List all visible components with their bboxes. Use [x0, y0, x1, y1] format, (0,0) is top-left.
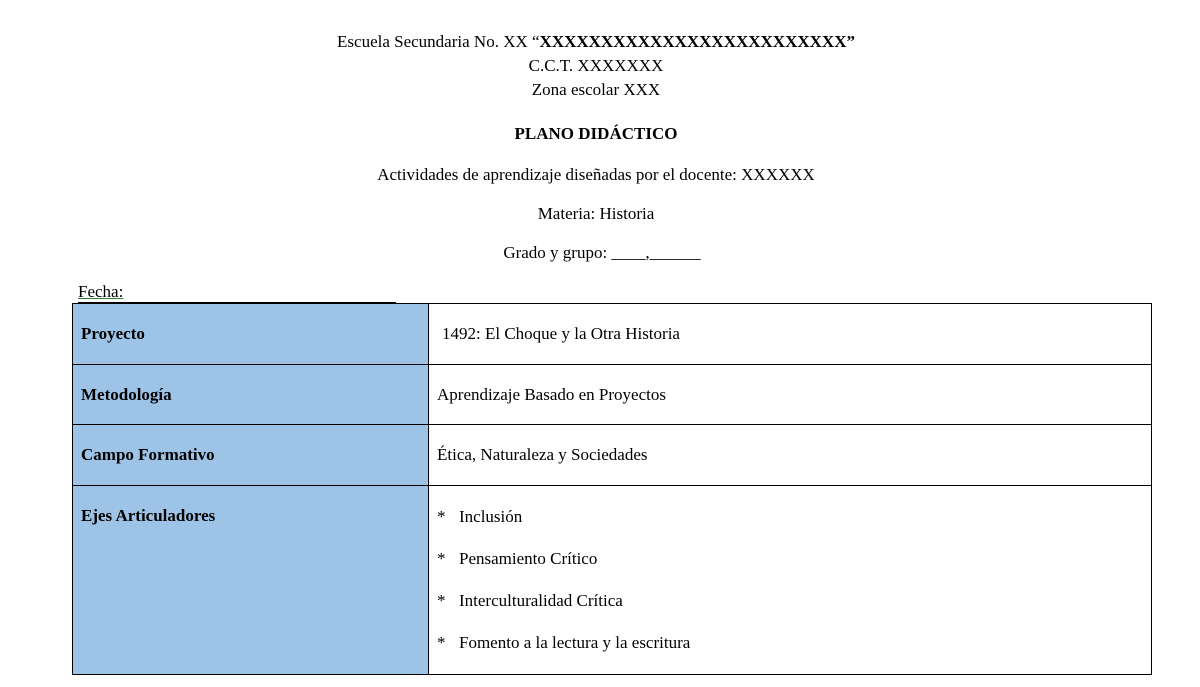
list-item-text: Interculturalidad Crítica — [459, 591, 623, 610]
row-value-campo-formativo: Ética, Naturaleza y Sociedades — [429, 425, 1152, 486]
plan-table — [72, 303, 1152, 675]
bullet-marker: * — [437, 633, 446, 652]
date-label: Fecha: — [78, 282, 124, 301]
row-label-ejes: Ejes Articuladores — [73, 486, 429, 675]
table-row — [73, 425, 1152, 486]
school-name-prefix: Escuela Secundaria No. XX “ — [337, 32, 540, 51]
school-zone: Zona escolar XXX — [531, 80, 661, 99]
table-row — [73, 486, 1152, 675]
school-name-value: XXXXXXXXXXXXXXXXXXXXXXXXX” — [539, 32, 855, 51]
row-value-proyecto: 1492: El Choque y la Otra Historia — [429, 304, 1152, 365]
table-row — [73, 365, 1152, 425]
ejes-list — [437, 506, 1151, 674]
list-item-text: Inclusión — [459, 507, 523, 526]
list-item — [437, 590, 1151, 632]
list-item — [437, 506, 1151, 548]
list-item-text: Pensamiento Crítico — [459, 549, 598, 568]
bullet-marker: * — [437, 507, 446, 526]
school-name — [0, 31, 1196, 53]
grade-group-line: Grado y grupo: ____,______ — [503, 243, 701, 262]
table-row — [73, 304, 1152, 365]
list-item — [437, 632, 1151, 674]
bullet-marker: * — [437, 549, 446, 568]
row-value-ejes — [429, 486, 1152, 675]
school-cct: C.C.T. XXXXXXX — [528, 56, 664, 75]
date-line — [78, 282, 396, 303]
list-item — [437, 548, 1151, 590]
activities-designer: Actividades de aprendizaje diseñadas por el docente: XXXXXX — [377, 165, 815, 184]
row-label-metodologia: Metodología — [73, 365, 429, 425]
row-label-campo-formativo: Campo Formativo — [73, 425, 429, 486]
row-value-metodologia: Aprendizaje Basado en Proyectos — [429, 365, 1152, 425]
document-title: PLANO DIDÁCTICO — [514, 124, 678, 143]
subject-line: Materia: Historia — [537, 204, 655, 223]
row-label-proyecto: Proyecto — [73, 304, 429, 365]
bullet-marker: * — [437, 591, 446, 610]
list-item-text: Fomento a la lectura y la escritura — [459, 633, 691, 652]
